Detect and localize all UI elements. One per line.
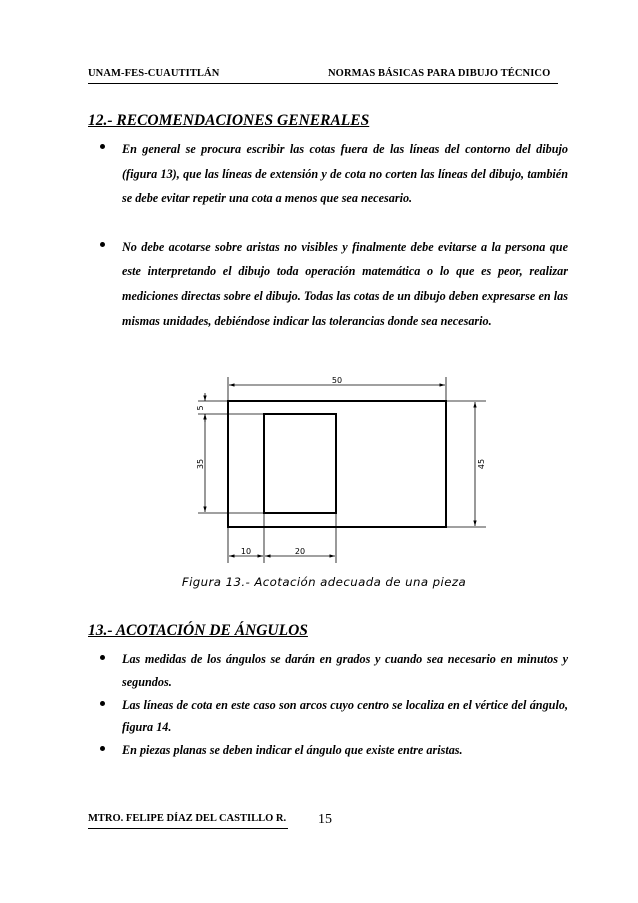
dim-text-10: 10 <box>240 547 252 556</box>
dim-text-35: 35 <box>196 458 205 470</box>
footer-author: MTRO. FELIPE DÍAZ DEL CASTILLO R. <box>88 813 287 824</box>
list-item: No debe acotarse sobre aristas no visibles y finalmente debe evitarse a la persona que este interpretando el dibujo toda operación matemática o lo que es peor, realizar mediciones directas sobre el dibujo. Todas las cotas de un dibujo deben expresarse en las mismas unidades, debiéndose indicar las tolerancias donde sea necesario. <box>92 235 568 333</box>
list-item: Las líneas de cota en este caso son arcos cuyo centro se localiza en el vértice del ángulo, figura 14. <box>92 694 568 740</box>
figure-13-caption: Figura 13.- Acotación adecuada de una pieza <box>181 575 467 589</box>
dim-text-50: 50 <box>331 376 343 385</box>
dim-text-5: 5 <box>196 405 205 411</box>
footer-rule <box>88 828 288 829</box>
header-right: NORMAS BÁSICAS PARA DIBUJO TÉCNICO <box>328 68 551 79</box>
inner-rectangle <box>264 414 336 513</box>
list-item: En piezas planas se deben indicar el ángulo que existe entre aristas. <box>92 739 568 762</box>
section-13-title: 13.- ACOTACIÓN DE ÁNGULOS <box>88 622 308 639</box>
dim-text-45: 45 <box>477 458 486 470</box>
dim-text-20: 20 <box>294 547 306 556</box>
section-13-list <box>92 648 568 762</box>
list-item: En general se procura escribir las cotas fuera de las líneas del contorno del dibujo (figura 13), que las líneas de extensión y de cota no corten las líneas del dibujo, también se debe evitar repetir una cota a menos que sea necesario. <box>92 137 568 211</box>
page-number: 15 <box>318 812 332 827</box>
section-12-title: 12.- RECOMENDACIONES GENERALES <box>88 112 370 129</box>
header-left: UNAM-FES-CUAUTITLÁN <box>88 68 220 79</box>
list-item: Las medidas de los ángulos se darán en grados y cuando sea necesario en minutos y segundos. <box>92 648 568 694</box>
